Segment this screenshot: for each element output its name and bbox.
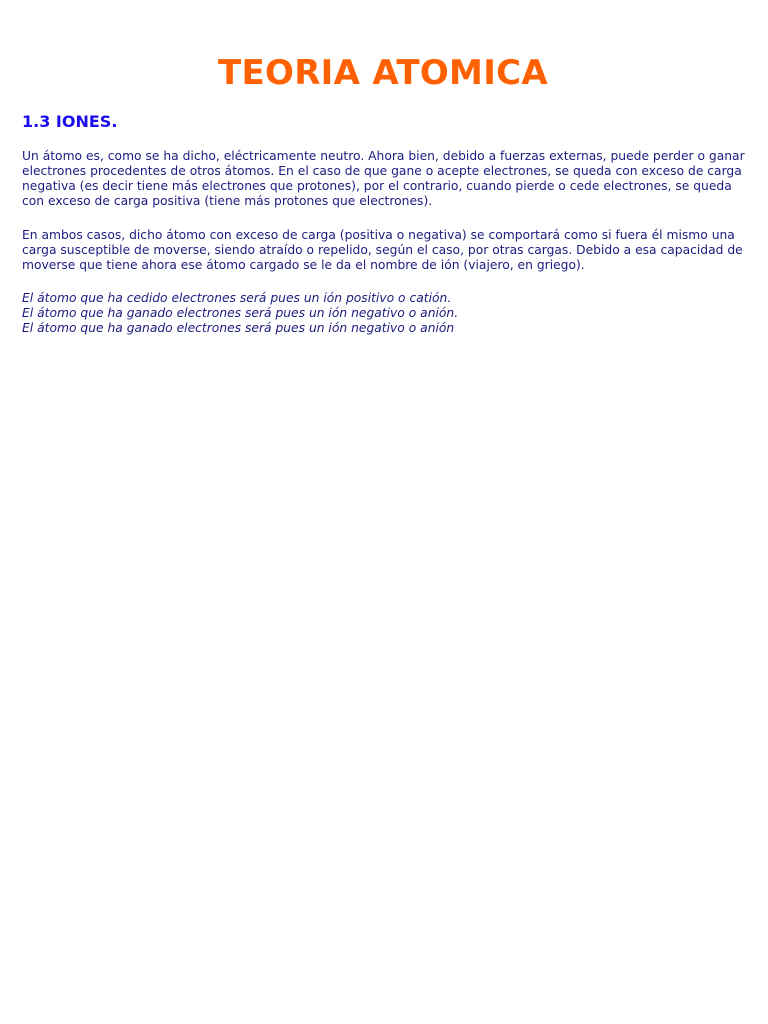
paragraph-ion-behavior: En ambos casos, dicho átomo con exceso de carga (positiva o negativa) se comportará como si fuera él mismo una carga susceptible de moverse, siendo atraído o repelido, según el caso, por otras cargas. Debido a esa capacidad de moverse que tiene ahora ese átomo cargado se le da el nombre de ión (viajero, en griego). — [22, 228, 743, 272]
paragraph-ion-definition: Un átomo es, como se ha dicho, eléctricamente neutro. Ahora bien, debido a fuerzas externas, puede perder o ganar electrones procedentes de otros átomos. En el caso de que gane o acepte electrones, se queda con exceso de carga negativa (es decir tiene más electrones que protones), por el contrario, cuando pierde o cede electrones, se queda con exceso de carga positiva (tiene más protones que electrones). — [22, 149, 745, 208]
ion-line-anion-repeat: El átomo que ha ganado electrones será pues un ión negativo o anión — [22, 321, 455, 335]
page-title: TEORIA ATOMICA — [217, 53, 549, 93]
ion-line-anion: El átomo que ha ganado electrones será pues un ión negativo o anión. — [22, 306, 459, 320]
section-heading: 1.3 IONES. — [22, 112, 118, 131]
ion-summary-list — [22, 291, 748, 336]
ion-line-cation: El átomo que ha cedido electrones será pues un ión positivo o catión. — [22, 291, 452, 305]
